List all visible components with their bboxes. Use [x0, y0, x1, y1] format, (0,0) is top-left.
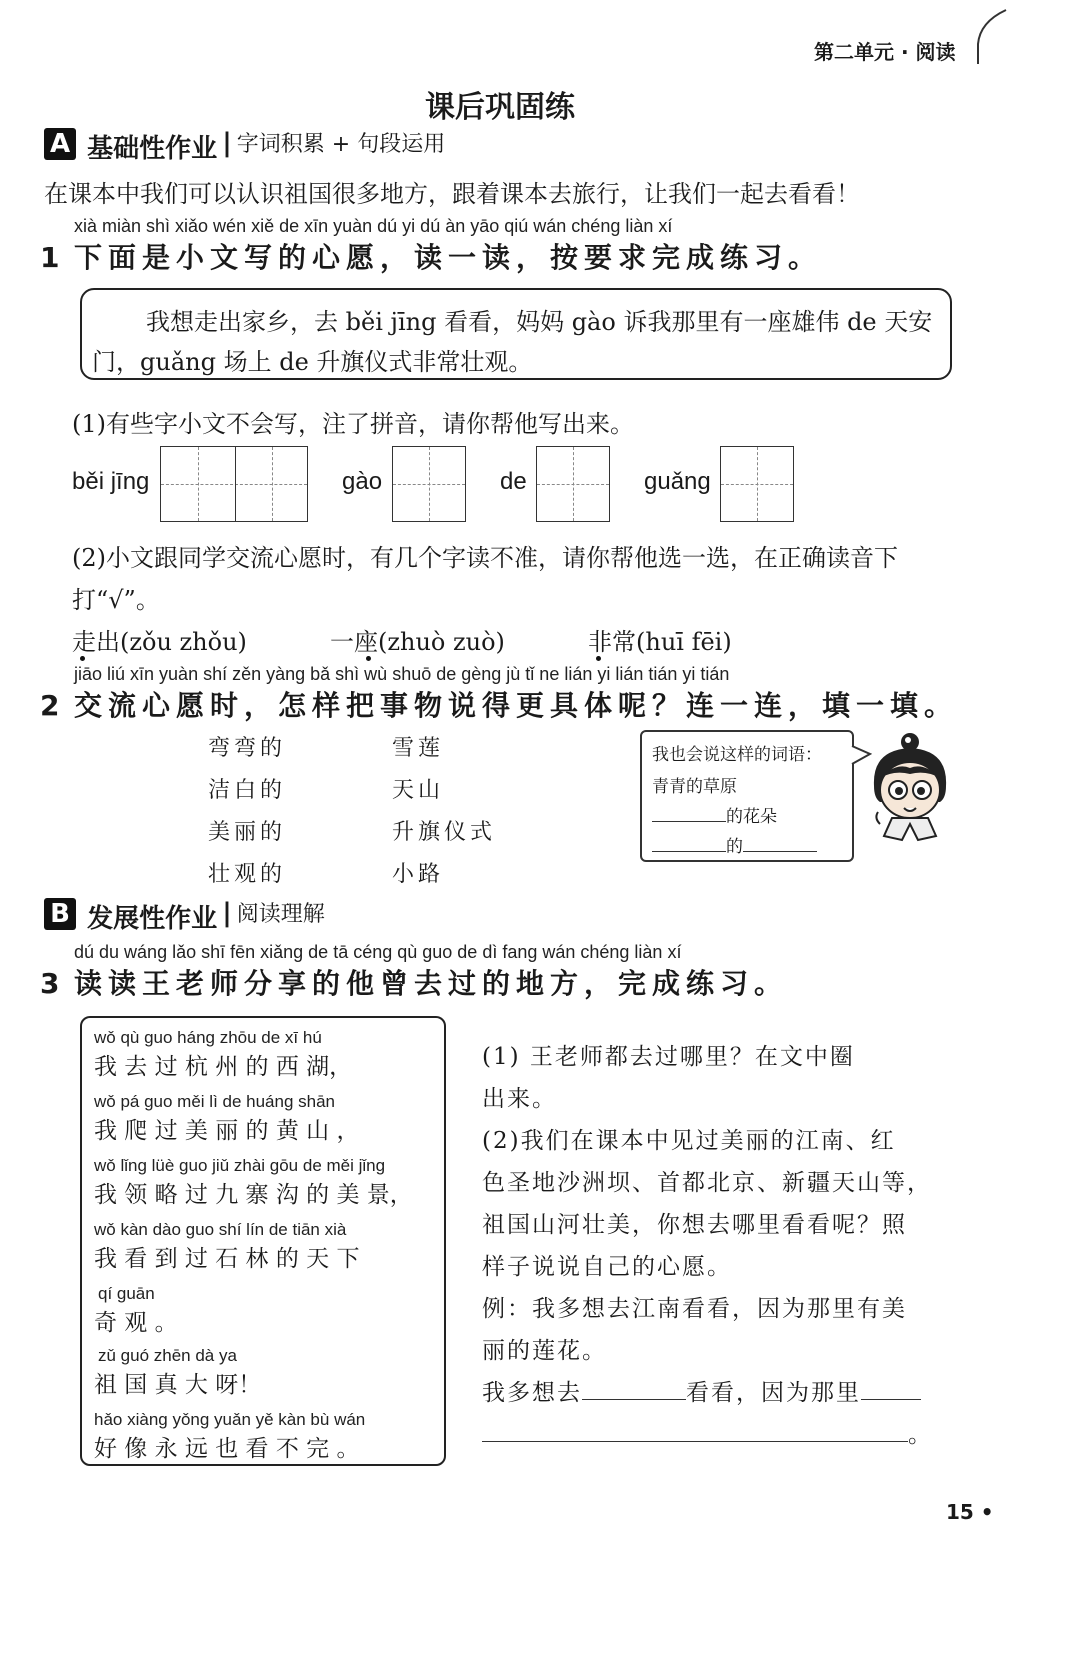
unit-label: 第二单元 · 阅读: [814, 40, 956, 64]
q3-pinyin: dú du wáng lǎo shī fēn xiǎng de tā céng qù guo de dì fang wán chéng liàn xí: [74, 942, 682, 962]
writing-grid-gao[interactable]: [392, 446, 466, 522]
fill-end: 。: [908, 1422, 933, 1448]
q2-question: [40, 684, 958, 724]
fill-line-2: [482, 1414, 933, 1456]
blank[interactable]: [652, 834, 726, 852]
section-a-subtitle: 字词积累 + 句段运用: [236, 132, 446, 157]
bubble-title: 我也会说这样的词语：: [652, 745, 822, 765]
q1-text: 下面是小文写的心愿，读一读，按要求完成练习。: [74, 241, 823, 274]
blank-reason[interactable]: [861, 1378, 921, 1400]
q1-passage-box: [80, 288, 952, 380]
emphasis-dot: [596, 656, 601, 661]
example-line2: 丽的莲花。: [482, 1338, 607, 1364]
poem-line: 我 去 过 杭 州 的 西 湖，: [94, 1054, 353, 1080]
choice-zuo[interactable]: 一座(zhuò zuò): [330, 628, 505, 656]
choice-zou[interactable]: 走出(zǒu zhǒu): [72, 628, 247, 656]
writing-grid-beijing[interactable]: [160, 446, 308, 522]
poem-box: [80, 1016, 446, 1466]
blank-place[interactable]: [582, 1378, 686, 1400]
q3-right-column: [482, 1036, 933, 1456]
match-right-column: [392, 728, 496, 896]
cartoon-girl-illustration: [866, 728, 956, 852]
poem-line: 祖 国 真 大 呀！: [94, 1372, 262, 1398]
grid-label-gao: gào: [342, 468, 383, 495]
divider: |: [222, 128, 232, 158]
match-left-item[interactable]: 弯弯的: [208, 736, 287, 761]
grid-label-de: de: [500, 468, 527, 495]
q3-question: [40, 962, 788, 1002]
poem-pinyin: wǒ lǐng lüè guo jiǔ zhài gōu de měi jǐng: [94, 1156, 386, 1175]
match-right-item[interactable]: 小路: [392, 862, 445, 887]
section-a-title: 基础性作业: [87, 134, 218, 164]
poem-pinyin: qí guān: [98, 1284, 155, 1303]
section-b-title: 发展性作业: [87, 904, 218, 934]
poem-line: 我 看 到 过 石 林 的 天 下: [94, 1246, 360, 1272]
grid-label-beijing: běi jīng: [72, 468, 150, 495]
intro-text: 在课本中我们可以认识祖国很多地方，跟着课本去旅行，让我们一起去看看！: [44, 180, 860, 208]
poem-line: 好 像 永 远 也 看 不 完 。: [94, 1436, 360, 1462]
passage-line-1: 我想走出家乡，去 běi jīng 看看，妈妈 gào 诉我那里有一座雄伟 de 天安: [146, 308, 933, 336]
emphasis-dot: [80, 656, 85, 661]
q3-text: 读读王老师分享的他曾去过的地方，完成练习。: [74, 967, 789, 1000]
fill-line: [482, 1372, 933, 1414]
example-line1: 例：我多想去江南看看，因为那里有美: [482, 1296, 907, 1322]
q3-sub2-line4: 样子说说自己的心愿。: [482, 1254, 732, 1280]
q2-number: 2: [40, 689, 60, 722]
poem-pinyin: wǒ pá guo měi lì de huáng shān: [94, 1092, 336, 1111]
writing-grid-de[interactable]: [536, 446, 610, 522]
q2-text: 交流心愿时，怎样把事物说得更具体呢？连一连，填一填。: [74, 689, 959, 722]
emphasis-dot: [366, 656, 371, 661]
q2-pinyin: jiāo liú xīn yuàn shí zěn yàng bǎ shì wù shuō de gèng jù tǐ ne lián yi lián tián yi tián: [74, 664, 730, 684]
section-b-subtitle: 阅读理解: [236, 902, 325, 927]
fill-text-a: 我多想去: [482, 1380, 582, 1406]
page-number: 15 •: [946, 1500, 994, 1524]
blank[interactable]: [652, 804, 726, 822]
blank[interactable]: [743, 834, 817, 852]
poem-pinyin: wǒ kàn dào guo shí lín de tiān xià: [94, 1220, 347, 1239]
bubble-example: 青青的草原: [652, 777, 737, 797]
poem-line: 我 爬 过 美 丽 的 黄 山 ，: [94, 1118, 360, 1144]
section-a-badge: A: [44, 128, 76, 160]
q3-sub1-line2: 出来。: [482, 1086, 557, 1112]
match-right-item[interactable]: 升旗仪式: [392, 820, 497, 845]
blank-reason-cont[interactable]: [482, 1420, 908, 1442]
q3-sub2-line2: 色圣地沙洲坝、首都北京、新疆天山等，: [482, 1170, 932, 1196]
match-left-item[interactable]: 壮观的: [208, 862, 287, 887]
q1-pinyin: xià miàn shì xiǎo wén xiě de xīn yuàn dú yi dú àn yāo qiú wán chéng liàn xí: [74, 216, 673, 236]
poem-line: 我 领 略 过 九 寨 沟 的 美 景，: [94, 1182, 413, 1208]
bubble-fill-line-2: [652, 832, 817, 857]
grid-label-guang: guǎng: [644, 468, 711, 495]
section-b-badge: B: [44, 898, 76, 930]
writing-grid-guang[interactable]: [720, 446, 794, 522]
poem-pinyin: wǒ qù guo háng zhōu de xī hú: [94, 1028, 322, 1047]
divider: |: [222, 898, 232, 928]
q3-sub1-line1: (1) 王老师都去过哪里？在文中圈: [482, 1044, 855, 1070]
section-a-header: [44, 128, 445, 165]
q1-sub2-line2: 打“√”。: [72, 586, 160, 614]
match-right-item[interactable]: 雪莲: [392, 736, 445, 761]
poem-line: 奇 观 。: [94, 1310, 178, 1336]
fill-text-b: 看看，因为那里: [686, 1380, 861, 1406]
poem-pinyin: zǔ guó zhēn dà ya: [98, 1346, 237, 1365]
bubble-fill-text-1: 的花朵: [726, 807, 777, 827]
page-title: 课后巩固练: [425, 90, 575, 125]
poem-pinyin: hǎo xiàng yǒng yuǎn yě kàn bù wán: [94, 1410, 366, 1429]
choice-fei[interactable]: 非常(huī fēi): [588, 628, 732, 656]
bubble-fill-text-2: 的: [726, 837, 743, 857]
q1-sub2-line1: (2)小文跟同学交流心愿时，有几个字读不准，请你帮他选一选，在正确读音下: [72, 544, 898, 572]
q3-sub2-line1: (2)我们在课本中见过美丽的江南、红: [482, 1128, 896, 1154]
q3-sub2-line3: 祖国山河壮美，你想去哪里看看呢？照: [482, 1212, 907, 1238]
corner-decoration: [970, 4, 1010, 66]
q1-number: 1: [40, 241, 60, 274]
match-left-column: [208, 728, 286, 896]
match-left-item[interactable]: 美丽的: [208, 820, 287, 845]
section-b-header: [44, 898, 325, 935]
match-left-item[interactable]: 洁白的: [208, 778, 287, 803]
bubble-fill-line-1: [652, 802, 777, 827]
match-right-item[interactable]: 天山: [392, 778, 445, 803]
q3-number: 3: [40, 967, 60, 1000]
passage-line-2: 门，guǎng 场上 de 升旗仪式非常壮观。: [92, 348, 533, 376]
q1-sub1: (1)有些字小文不会写，注了拼音，请你帮他写出来。: [72, 410, 634, 438]
speech-bubble: [640, 730, 854, 862]
q1-question: [40, 236, 822, 276]
